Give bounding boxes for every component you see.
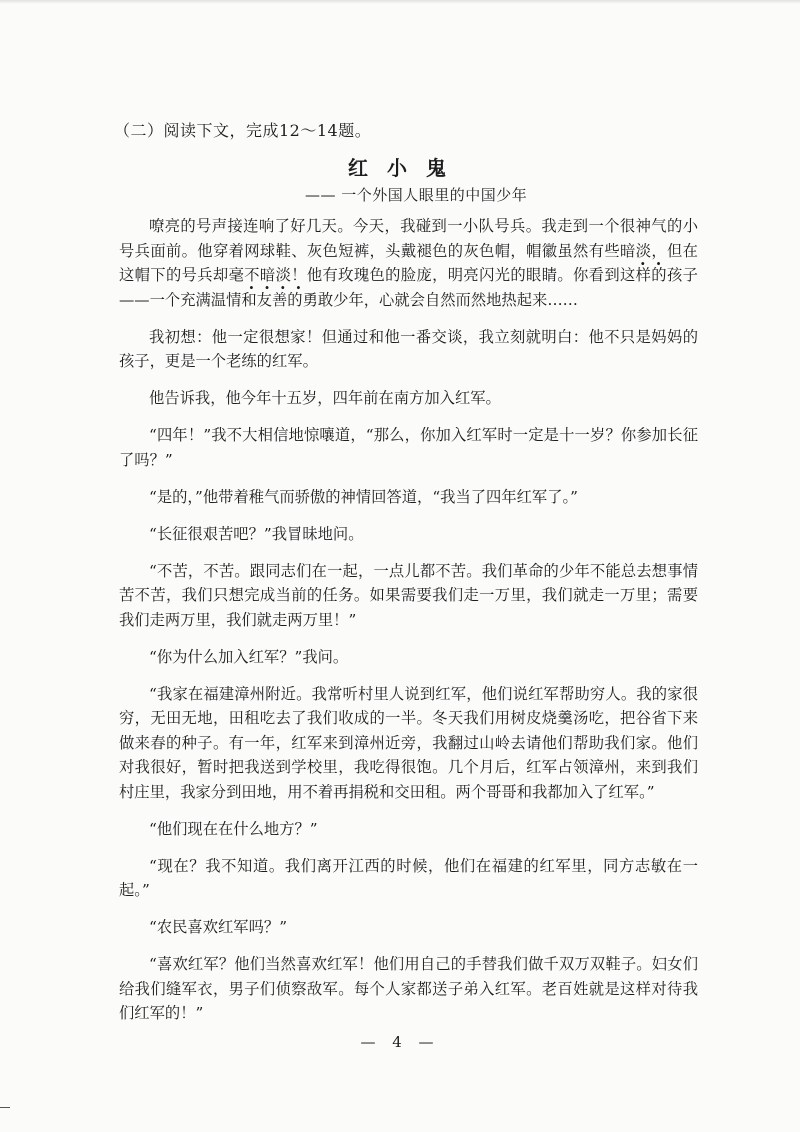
paragraph-text: “他们现在在什么地方？” bbox=[149, 819, 318, 838]
paragraph-text: 他告诉我，他今年十五岁，四年前在南方加入红军。 bbox=[149, 389, 501, 407]
article-paragraph bbox=[119, 915, 698, 940]
article-paragraph bbox=[119, 325, 698, 374]
emphasized-phrase: 毫不暗淡 bbox=[228, 266, 292, 284]
paragraph-text: ，但在这帽下的号兵却 bbox=[119, 241, 698, 284]
article-paragraph bbox=[119, 386, 698, 411]
article-paragraph bbox=[119, 682, 698, 805]
article-title: 红 小 鬼 bbox=[348, 156, 452, 180]
paragraph-text: ！他有玫瑰色的脸庞，明亮闪光的眼睛。你看到这样的孩子——一个充满温情和友善的勇敢少年，心就会自然而然地热起来…… bbox=[119, 266, 698, 309]
paragraph-text: “长征很艰苦吧？”我冒昧地问。 bbox=[149, 524, 364, 543]
article-paragraph bbox=[119, 214, 698, 312]
section-heading: （二）阅读下文，完成12～14题。 bbox=[114, 121, 372, 140]
paragraph-text: 嘹亮的号声接连响了好几天。今天，我碰到一小队号兵。我走到一个很神气的小号兵面前。他穿着网球鞋、灰色短裤，头戴褪色的灰色帽，帽徽虽然有些 bbox=[119, 217, 698, 260]
paragraph-text: “不苦，不苦。跟同志们在一起，一点儿都不苦。我们革命的少年不能总去想事情苦不苦，我们只想完成当前的任务。如果需要我们走一万里，我们就走一万里；需要我们走两万里，我们就走两万里！” bbox=[119, 561, 698, 629]
article-paragraph bbox=[119, 952, 698, 1026]
emphasized-phrase: 暗淡 bbox=[620, 241, 652, 260]
page-number: — 4 — bbox=[360, 1033, 440, 1051]
article-paragraph bbox=[119, 522, 698, 547]
paragraph-text: “四年！”我不大相信地惊嚷道，“那么，你加入红军时一定是十一岁？你参加长征了吗？” bbox=[119, 426, 698, 469]
paragraph-text: “我家在福建漳州附近。我常听村里人说到红军，他们说红军帮助穷人。我的家很穷，无田无地，田租吃去了我们收成的一半。冬天我们用树皮烧羹汤吃，把谷省下来做来春的种子。有一年，红军来到漳州近旁，我翻过山岭去请他们帮助我们家。他们对我很好，暂时把我送到学校里，我吃得很饱。几个月后，红军占领漳州，来到我们村庄里，我家分到田地，用不着再捐税和交田租。两个哥哥和我都加入了红军。” bbox=[119, 684, 698, 801]
article-paragraph bbox=[119, 817, 698, 842]
paragraph-text: “喜欢红军？他们当然喜欢红军！他们用自己的手替我们做千双万双鞋子。妇女们给我们缝军衣，男子们侦察敌军。每个人家都送子弟入红军。老百姓就是这样对待我们红军的！” bbox=[119, 955, 698, 1022]
article-paragraph bbox=[119, 645, 698, 670]
paragraph-text: “你为什么加入红军？”我问。 bbox=[149, 647, 349, 666]
article-paragraph bbox=[119, 485, 698, 510]
paragraph-text: “农民喜欢红军吗？” bbox=[149, 918, 288, 936]
paragraph-text: “现在？我不知道。我们离开江西的时候，他们在福建的红军里，同方志敏在一起。” bbox=[119, 856, 698, 899]
article-paragraph bbox=[119, 423, 698, 472]
paragraph-text: 我初想：他一定很想家！但通过和他一番交谈，我立刻就明白：他不只是妈妈的孩子，更是一个老练的红军。 bbox=[119, 327, 698, 370]
scan-corner-mark bbox=[0, 1107, 10, 1108]
paragraph-text: “是的，”他带着稚气而骄傲的神情回答道，“我当了四年红军了。” bbox=[149, 487, 578, 506]
article-paragraph bbox=[119, 559, 698, 633]
article-body bbox=[119, 214, 698, 1038]
article-subtitle: —— 一个外国人眼里的中国少年 bbox=[305, 186, 528, 204]
article-paragraph bbox=[119, 854, 698, 903]
